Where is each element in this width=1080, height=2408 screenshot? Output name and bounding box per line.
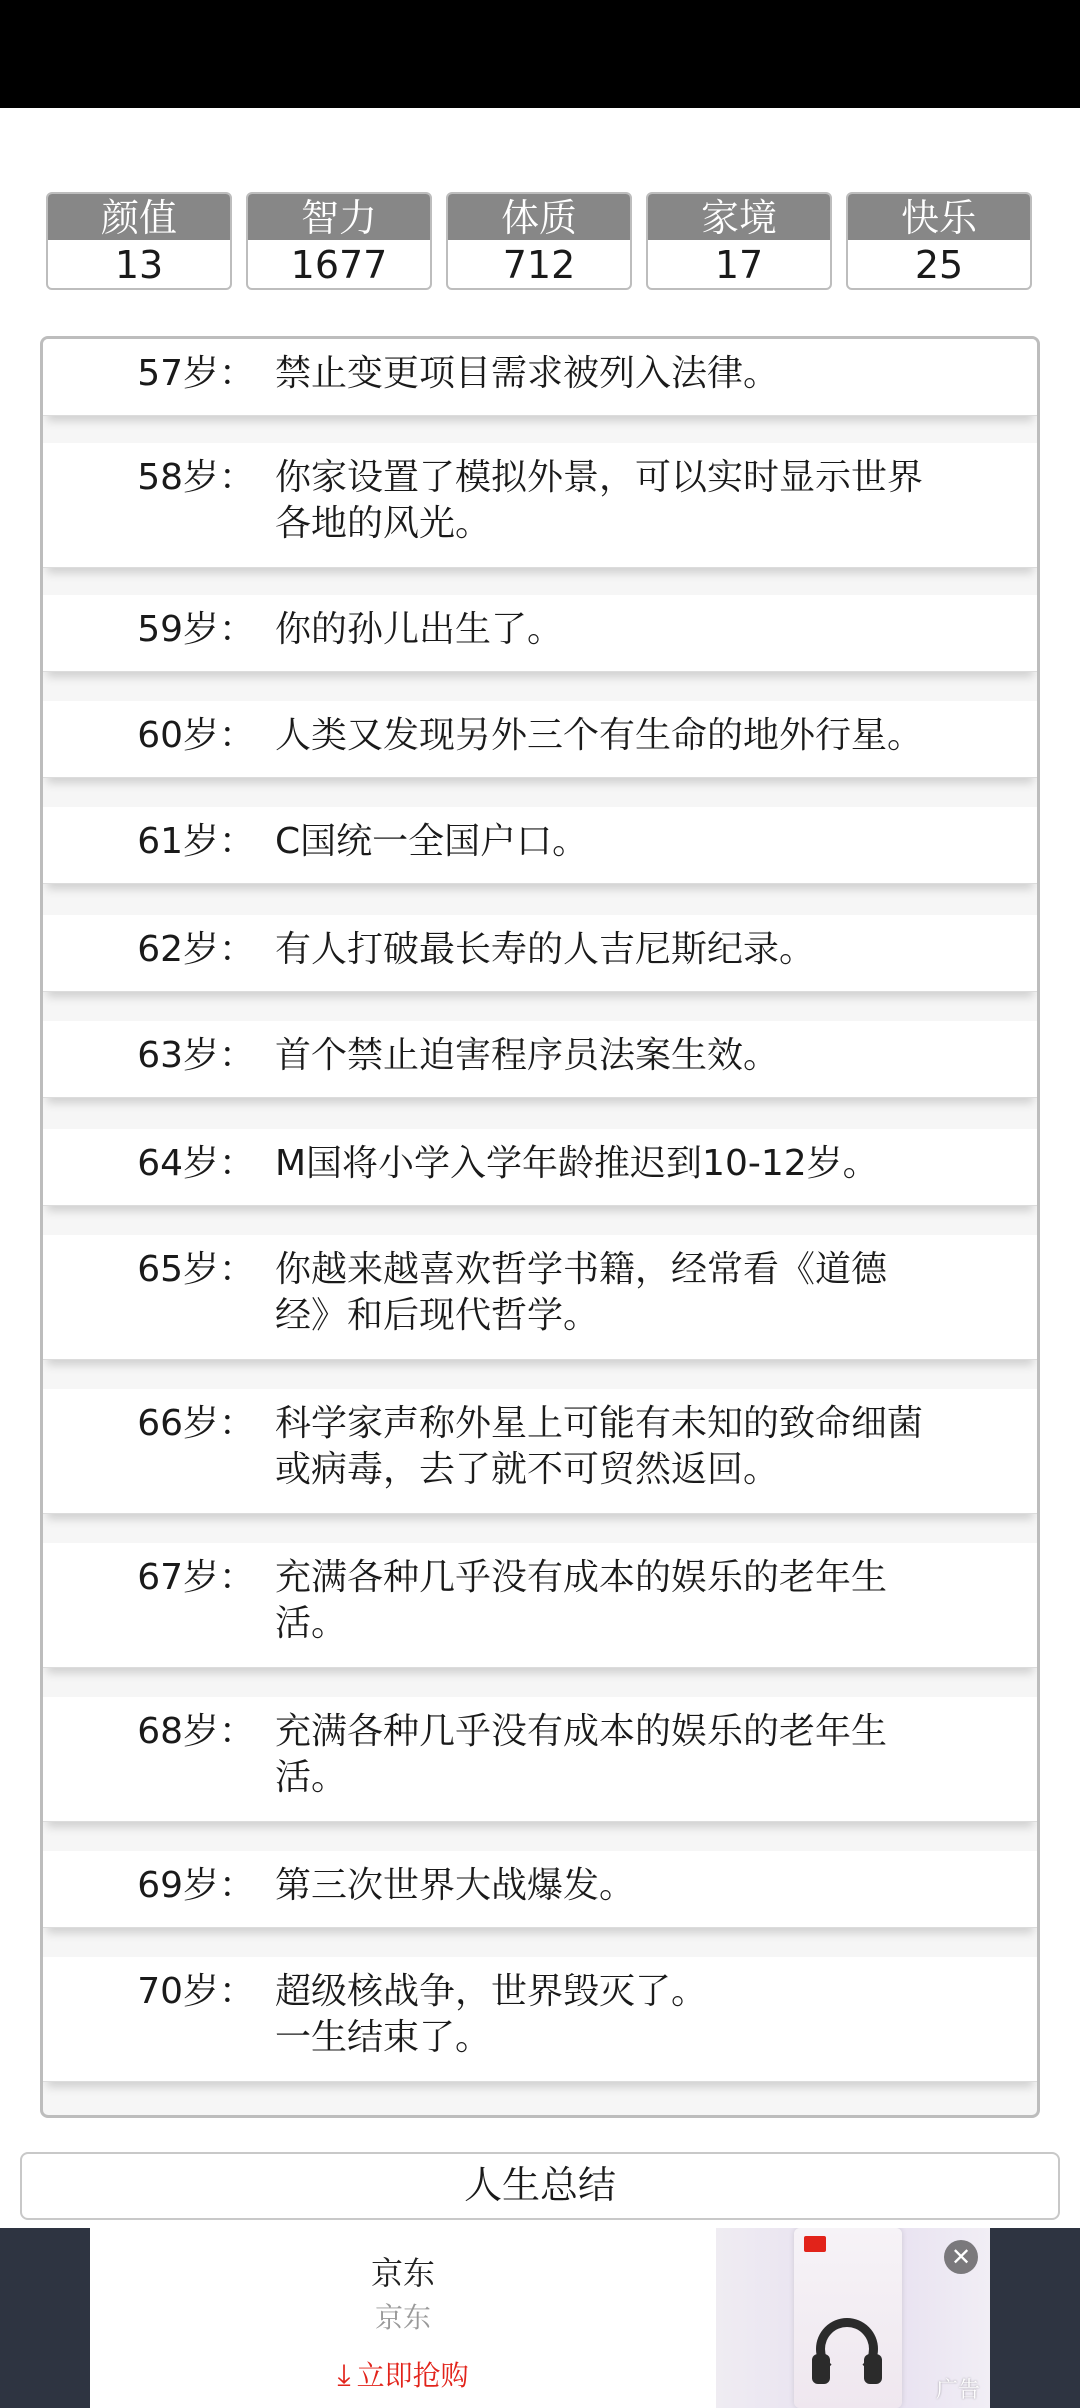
event-text: M国将小学入学年龄推迟到10-12岁。 [275, 1143, 879, 1184]
event-age: 70岁： [137, 1971, 255, 2012]
headphone-cup-left [812, 2354, 830, 2384]
stat-value: 712 [502, 243, 576, 287]
event-age: 68岁： [137, 1711, 255, 1752]
ad-subtitle: 京东 [374, 2301, 431, 2334]
stat-value: 17 [714, 243, 764, 287]
life-event-list[interactable] [40, 336, 1040, 2118]
stat-label: 体质 [448, 194, 630, 240]
event-row [43, 339, 1037, 416]
close-icon[interactable]: ✕ [944, 2240, 978, 2274]
event-age: 59岁： [137, 609, 255, 650]
event-row [43, 1129, 1037, 1206]
event-age: 57岁： [137, 353, 255, 394]
event-age: 61岁： [137, 821, 255, 862]
ad-brand: 京东 [370, 2254, 435, 2292]
stat-constitution [446, 192, 632, 290]
attribute-panel [46, 192, 1033, 290]
stat-family [646, 192, 832, 290]
event-text: 你越来越喜欢哲学书籍，经常看《道德 经》和后现代哲学。 [275, 1249, 888, 1336]
stat-looks [46, 192, 232, 290]
event-text: 超级核战争，世界毁灭了。 一生结束了。 [275, 1971, 708, 2058]
headphone-cup-right [864, 2354, 882, 2384]
event-row [43, 595, 1037, 672]
stat-label: 智力 [248, 194, 430, 240]
event-text: 有人打破最长寿的人吉尼斯纪录。 [275, 929, 816, 970]
stat-value: 13 [114, 243, 164, 287]
event-text: 科学家声称外星上可能有未知的致命细菌 或病毒，去了就不可贸然返回。 [275, 1403, 924, 1490]
event-row [43, 1235, 1037, 1360]
ad-banner[interactable] [0, 2228, 1080, 2408]
event-age: 64岁： [137, 1143, 255, 1184]
brand-tag-icon [804, 2236, 826, 2252]
event-row [43, 915, 1037, 992]
event-age: 69岁： [137, 1865, 255, 1906]
event-row [43, 1957, 1037, 2082]
ad-cta-label: 立即抢购 [356, 2359, 469, 2392]
event-row [43, 701, 1037, 778]
event-age: 65岁： [137, 1249, 255, 1290]
stat-value: 1677 [290, 243, 388, 287]
event-age: 66岁： [137, 1403, 255, 1444]
event-age: 63岁： [137, 1035, 255, 1076]
event-text: 第三次世界大战爆发。 [275, 1865, 636, 1906]
stat-label: 颜值 [48, 194, 230, 240]
event-age: 60岁： [137, 715, 255, 756]
stat-value: 25 [914, 243, 964, 287]
event-text: 你家设置了模拟外景，可以实时显示世界 各地的风光。 [275, 457, 924, 544]
life-summary-button[interactable]: 人生总结 [20, 2152, 1060, 2220]
ad-card[interactable] [90, 2228, 990, 2408]
headphone-product-box [794, 2228, 902, 2408]
event-text: 充满各种几乎没有成本的娱乐的老年生 活。 [275, 1711, 888, 1798]
ad-buy-now-link[interactable] [90, 2354, 716, 2394]
stat-intelligence [246, 192, 432, 290]
stat-label: 家境 [648, 194, 830, 240]
stat-happiness [846, 192, 1032, 290]
event-row [43, 807, 1037, 884]
event-row [43, 1697, 1037, 1822]
ad-product-image[interactable] [716, 2228, 990, 2408]
status-bar [0, 0, 1080, 108]
event-text: 充满各种几乎没有成本的娱乐的老年生 活。 [275, 1557, 888, 1644]
event-text: C国统一全国户口。 [275, 821, 589, 862]
event-text: 人类又发现另外三个有生命的地外行星。 [275, 715, 924, 756]
event-row [43, 1021, 1037, 1098]
event-age: 62岁： [137, 929, 255, 970]
event-row [43, 1851, 1037, 1928]
event-row [43, 443, 1037, 568]
stat-label: 快乐 [848, 194, 1030, 240]
event-text: 首个禁止迫害程序员法案生效。 [275, 1035, 780, 1076]
event-text: 你的孙儿出生了。 [275, 609, 564, 650]
event-row [43, 1543, 1037, 1668]
event-age: 67岁： [137, 1557, 255, 1598]
event-row [43, 1389, 1037, 1514]
download-arrow-icon: ⤓ [337, 2358, 351, 2393]
ad-label: 广告 [935, 2378, 980, 2403]
event-text: 禁止变更项目需求被列入法律。 [275, 353, 780, 394]
event-age: 58岁： [137, 457, 255, 498]
